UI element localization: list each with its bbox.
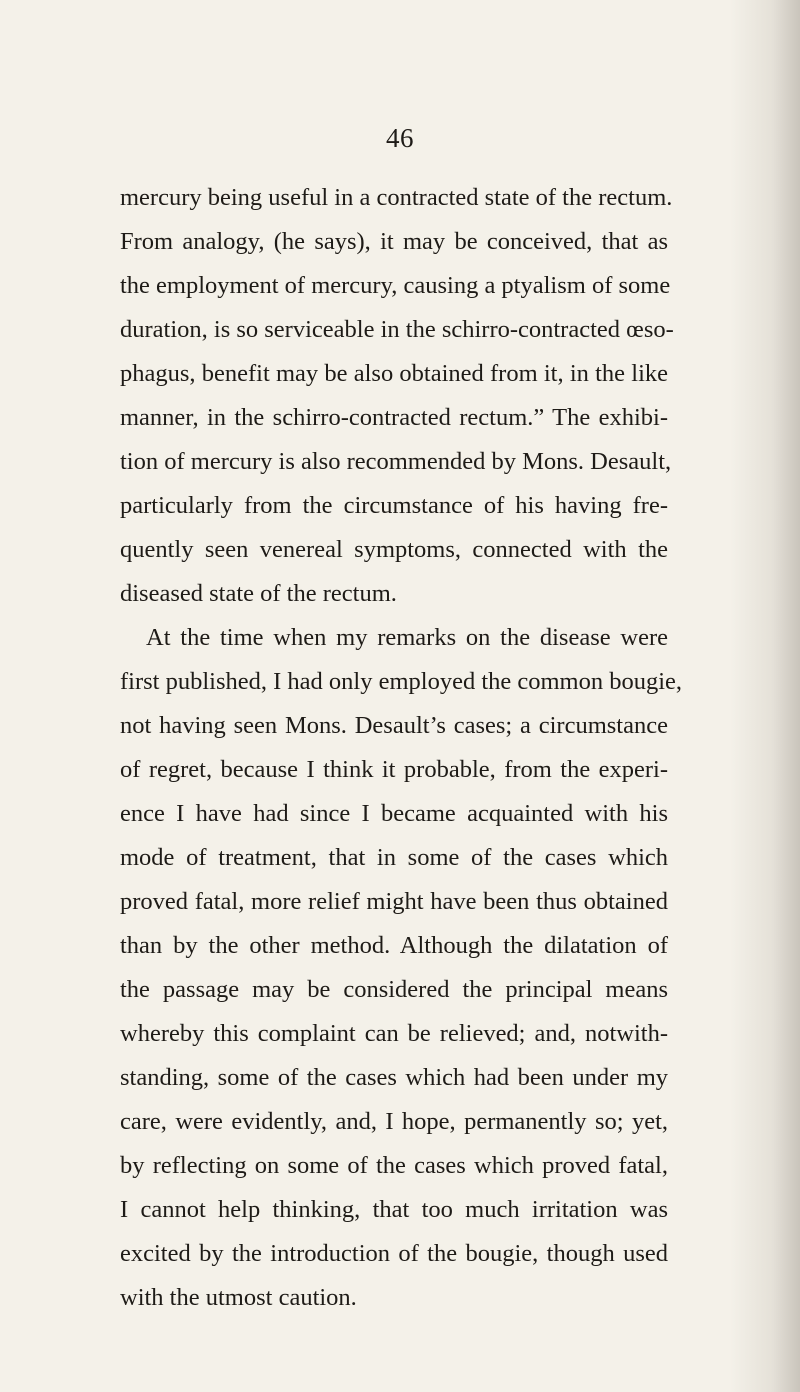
text-line: I cannot help thinking, that too much irritation was — [120, 1196, 668, 1223]
text-line: ence I have had since I became acquainted with his — [120, 800, 668, 827]
text-line: not having seen Mons. Desault’s cases; a circumstance — [120, 712, 668, 739]
text-line: phagus, benefit may be also obtained from it, in the like — [120, 360, 668, 387]
text-line: standing, some of the cases which had been under my — [120, 1064, 668, 1091]
text-line: the passage may be considered the principal means — [120, 976, 668, 1003]
page-number: 46 — [386, 123, 414, 153]
text-line: of regret, because I think it probable, from the experi- — [120, 756, 668, 783]
text-line: manner, in the schirro-contracted rectum.” The exhibi- — [120, 404, 668, 431]
text-line: quently seen venereal symptoms, connected with the — [120, 536, 668, 563]
text-line: mercury being useful in a contracted state of the rectum. — [120, 184, 673, 211]
text-line: with the utmost caution. — [120, 1284, 357, 1311]
text-line: mode of treatment, that in some of the cases which — [120, 844, 668, 871]
text-line: the employment of mercury, causing a ptyalism of some — [120, 272, 671, 299]
text-line: particularly from the circumstance of his having fre- — [120, 492, 668, 519]
text-line: tion of mercury is also recommended by Mons. Desault, — [120, 448, 672, 475]
text-line: From analogy, (he says), it may be conceived, that as — [120, 228, 668, 255]
text-line: diseased state of the rectum. — [120, 580, 397, 607]
text-line: care, were evidently, and, I hope, permanently so; yet, — [120, 1108, 668, 1135]
text-line: by reflecting on some of the cases which proved fatal, — [120, 1152, 668, 1179]
page-edge-shadow — [730, 0, 800, 1392]
text-line: first published, I had only employed the common bougie, — [120, 668, 683, 695]
text-line: whereby this complaint can be relieved; and, notwith- — [120, 1020, 668, 1047]
text-line: proved fatal, more relief might have been thus obtained — [120, 888, 668, 915]
text-line: duration, is so serviceable in the schirro-contracted œso- — [120, 316, 674, 343]
text-line: than by the other method. Although the dilatation of — [120, 932, 668, 959]
text-line: At the time when my remarks on the disease were — [146, 624, 668, 651]
text-line: excited by the introduction of the bougie, though used — [120, 1240, 668, 1267]
